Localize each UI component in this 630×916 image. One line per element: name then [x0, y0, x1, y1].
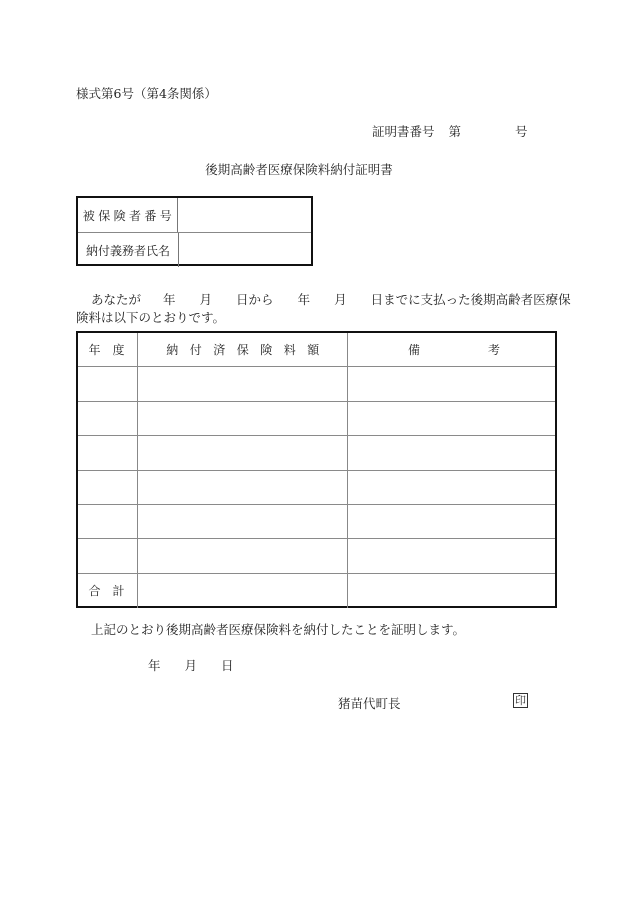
- insured-number-field[interactable]: [179, 198, 311, 232]
- table-row: [78, 436, 555, 470]
- statement-rest: 日までに支払った後期高齢者医療保: [370, 292, 571, 307]
- header-remarks: [348, 333, 555, 366]
- remarks-cell[interactable]: [348, 505, 555, 538]
- year-cell[interactable]: [78, 367, 138, 400]
- header-remarks-char-2: 考: [488, 343, 501, 358]
- header-remarks-char-1: 備: [408, 343, 421, 358]
- table-row: [78, 539, 555, 573]
- statement-line-2: 険料は以下のとおりです。: [76, 310, 226, 325]
- certificate-number-label: 証明書番号: [372, 124, 435, 139]
- amount-cell[interactable]: [138, 505, 348, 538]
- certificate-number-prefix: 第: [448, 124, 462, 139]
- remarks-cell[interactable]: [348, 539, 555, 572]
- year-cell[interactable]: [78, 539, 138, 572]
- to-year-unit: 年: [297, 292, 311, 307]
- statement-intro: あなたが: [91, 292, 142, 307]
- year-cell[interactable]: [78, 471, 138, 504]
- date-year-unit: 年: [148, 658, 161, 673]
- form-number: 様式第6号（第4条関係）: [76, 86, 217, 101]
- certification-statement: 上記のとおり後期高齢者医療保険料を納付したことを証明します。: [91, 622, 466, 637]
- table-row: [78, 367, 555, 401]
- seal-icon: 印: [515, 694, 526, 707]
- certificate-number-suffix: 号: [515, 124, 528, 139]
- amount-cell[interactable]: [138, 539, 348, 572]
- insured-number-label: 被保険者番号: [78, 198, 178, 232]
- amount-cell[interactable]: [138, 436, 348, 469]
- document-title: [0, 160, 630, 178]
- insured-number-row: [78, 198, 311, 233]
- remarks-cell[interactable]: [348, 367, 555, 400]
- date-month-unit: 月: [184, 658, 198, 673]
- statement-line-1: [91, 290, 571, 308]
- to-month-unit: 月: [334, 292, 347, 307]
- total-remarks-cell[interactable]: [348, 574, 555, 608]
- from-year-unit: 年: [163, 292, 176, 307]
- amount-cell[interactable]: [138, 367, 348, 400]
- payer-name-row: [78, 233, 311, 267]
- payment-table: [76, 331, 557, 608]
- insured-info-table: [76, 196, 313, 266]
- table-row: [78, 402, 555, 436]
- total-amount-cell[interactable]: [138, 574, 348, 608]
- amount-cell[interactable]: [138, 471, 348, 504]
- payer-name-label: 納付義務者氏名: [78, 233, 179, 267]
- remarks-cell[interactable]: [348, 402, 555, 435]
- year-cell[interactable]: [78, 436, 138, 469]
- total-row: [78, 574, 555, 608]
- total-label: 合計: [78, 574, 138, 608]
- remarks-cell[interactable]: [348, 436, 555, 469]
- amount-cell[interactable]: [138, 402, 348, 435]
- year-cell[interactable]: [78, 402, 138, 435]
- issuer-name: 猪苗代町長: [338, 696, 401, 711]
- certificate-number-line: [372, 122, 528, 140]
- remarks-cell[interactable]: [348, 471, 555, 504]
- header-paid-amount: 納付済保険料額: [138, 333, 348, 366]
- date-day-unit: 日: [221, 658, 234, 673]
- table-row: [78, 471, 555, 505]
- payer-name-field[interactable]: [179, 233, 311, 267]
- issue-date: [148, 656, 234, 674]
- year-cell[interactable]: [78, 505, 138, 538]
- header-fiscal-year: 年度: [78, 333, 138, 366]
- payment-table-header: [78, 333, 555, 367]
- table-row: [78, 505, 555, 539]
- from-day-unit: 日から: [236, 292, 274, 307]
- from-month-unit: 月: [199, 292, 213, 307]
- document-title-text: 後期高齢者医療保険料納付証明書: [205, 162, 393, 177]
